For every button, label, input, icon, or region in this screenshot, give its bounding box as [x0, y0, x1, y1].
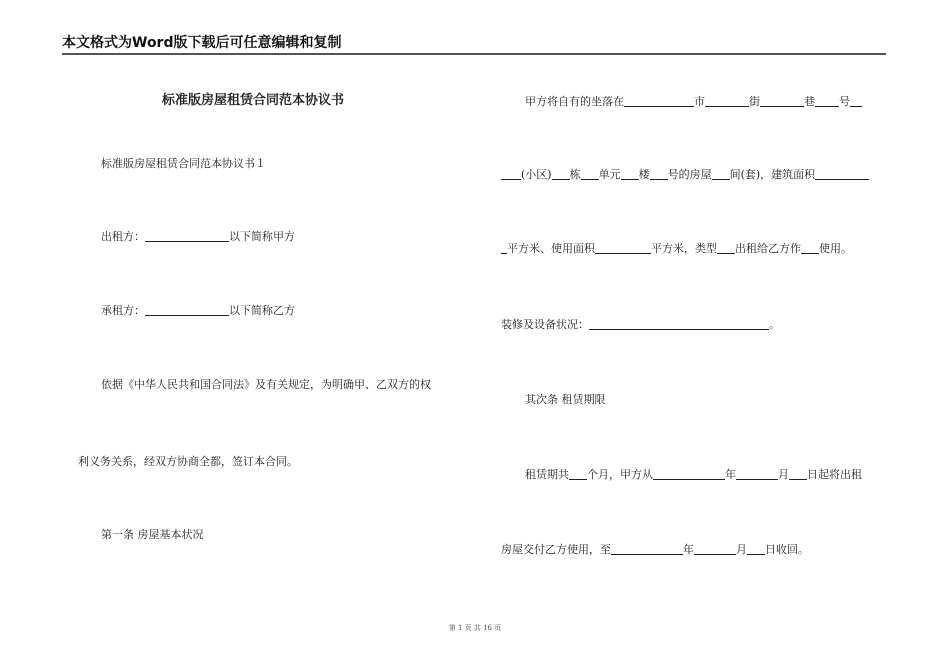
- blank: [501, 168, 521, 180]
- area-unit-2: 平方米，类型: [651, 242, 717, 255]
- blank: [736, 468, 778, 480]
- unit-rooms: 间(套)，建筑面积: [729, 168, 816, 181]
- return-year: 年: [683, 543, 694, 556]
- term-day: 日起将出租: [807, 468, 862, 481]
- lessor-blank: [145, 230, 229, 242]
- blank: [815, 95, 839, 107]
- fitout-line: [501, 318, 780, 332]
- article2-heading: 其次条 租赁期限: [525, 393, 606, 406]
- unit-city: 市: [694, 95, 705, 108]
- document-subtitle: 标准版房屋租赁合同范本协议书１: [101, 157, 266, 170]
- return-month: 月: [736, 543, 747, 556]
- fitout-end: 。: [769, 318, 780, 331]
- building-line: [501, 168, 869, 182]
- handover-line: [501, 543, 809, 557]
- fitout-label: 装修及设备状况：: [501, 318, 589, 331]
- blank: [815, 168, 869, 180]
- unit-district: (小区): [521, 168, 552, 181]
- download-banner: 本文格式为Word版下载后可任意编辑和复制: [62, 33, 886, 55]
- term-line: [525, 468, 862, 482]
- page-footer: 第 1 页 共 16 页: [448, 624, 502, 632]
- unit-building: 栋: [569, 168, 581, 181]
- location-line: [525, 95, 862, 109]
- blank: [801, 242, 819, 254]
- lessee-label: 承租方：: [101, 304, 145, 317]
- blank: [650, 168, 668, 180]
- unit-unit: 单元: [598, 168, 621, 181]
- area-line: [501, 242, 852, 256]
- location-intro: 甲方将自有的坐落在: [525, 95, 624, 108]
- return-day: 日收回。: [765, 543, 809, 556]
- blank: [717, 242, 735, 254]
- blank: [621, 168, 639, 180]
- basis-line-2: 利义务关系，经双方协商全都，签订本合同。: [78, 455, 298, 468]
- blank: [569, 468, 587, 480]
- blank: [653, 468, 725, 480]
- lessor-label: 出租方：: [101, 230, 145, 243]
- lease-to-b: 出租给乙方作: [735, 242, 801, 255]
- area-unit: 平方米、使用面积: [507, 242, 595, 255]
- blank: [850, 95, 862, 107]
- unit-floor: 楼: [638, 168, 650, 181]
- use-end: 使用。: [819, 242, 852, 255]
- lessee-suffix: 以下简称乙方: [229, 304, 295, 317]
- blank: [712, 168, 730, 180]
- lessee-blank: [145, 304, 229, 316]
- term-prefix: 租赁期共: [525, 468, 569, 481]
- blank: [624, 95, 694, 107]
- basis-line-1: 依据《中华人民共和国合同法》及有关规定，为明确甲、乙双方的权: [101, 378, 431, 391]
- lessor-line: [101, 230, 295, 244]
- blank: [694, 543, 736, 555]
- unit-number: 号: [839, 95, 850, 108]
- unit-house: 号的房屋: [667, 168, 712, 181]
- term-months: 个月，甲方从: [587, 468, 653, 481]
- blank: [760, 95, 804, 107]
- blank: [581, 168, 599, 180]
- lessor-suffix: 以下简称甲方: [229, 230, 295, 243]
- unit-street: 街: [749, 95, 760, 108]
- document-title: 标准版房屋租赁合同范本协议书: [162, 93, 345, 108]
- blank: [705, 95, 749, 107]
- blank: [552, 168, 570, 180]
- lessee-line: [101, 304, 295, 318]
- blank: [747, 543, 765, 555]
- blank: [789, 468, 807, 480]
- blank: [589, 318, 769, 330]
- term-year: 年: [725, 468, 736, 481]
- handover-text: 房屋交付乙方使用，至: [501, 543, 611, 556]
- blank: [595, 242, 651, 254]
- article1-heading: 第一条 房屋基本状况: [101, 528, 204, 541]
- term-month: 月: [778, 468, 789, 481]
- blank: [611, 543, 683, 555]
- unit-lane: 巷: [804, 95, 815, 108]
